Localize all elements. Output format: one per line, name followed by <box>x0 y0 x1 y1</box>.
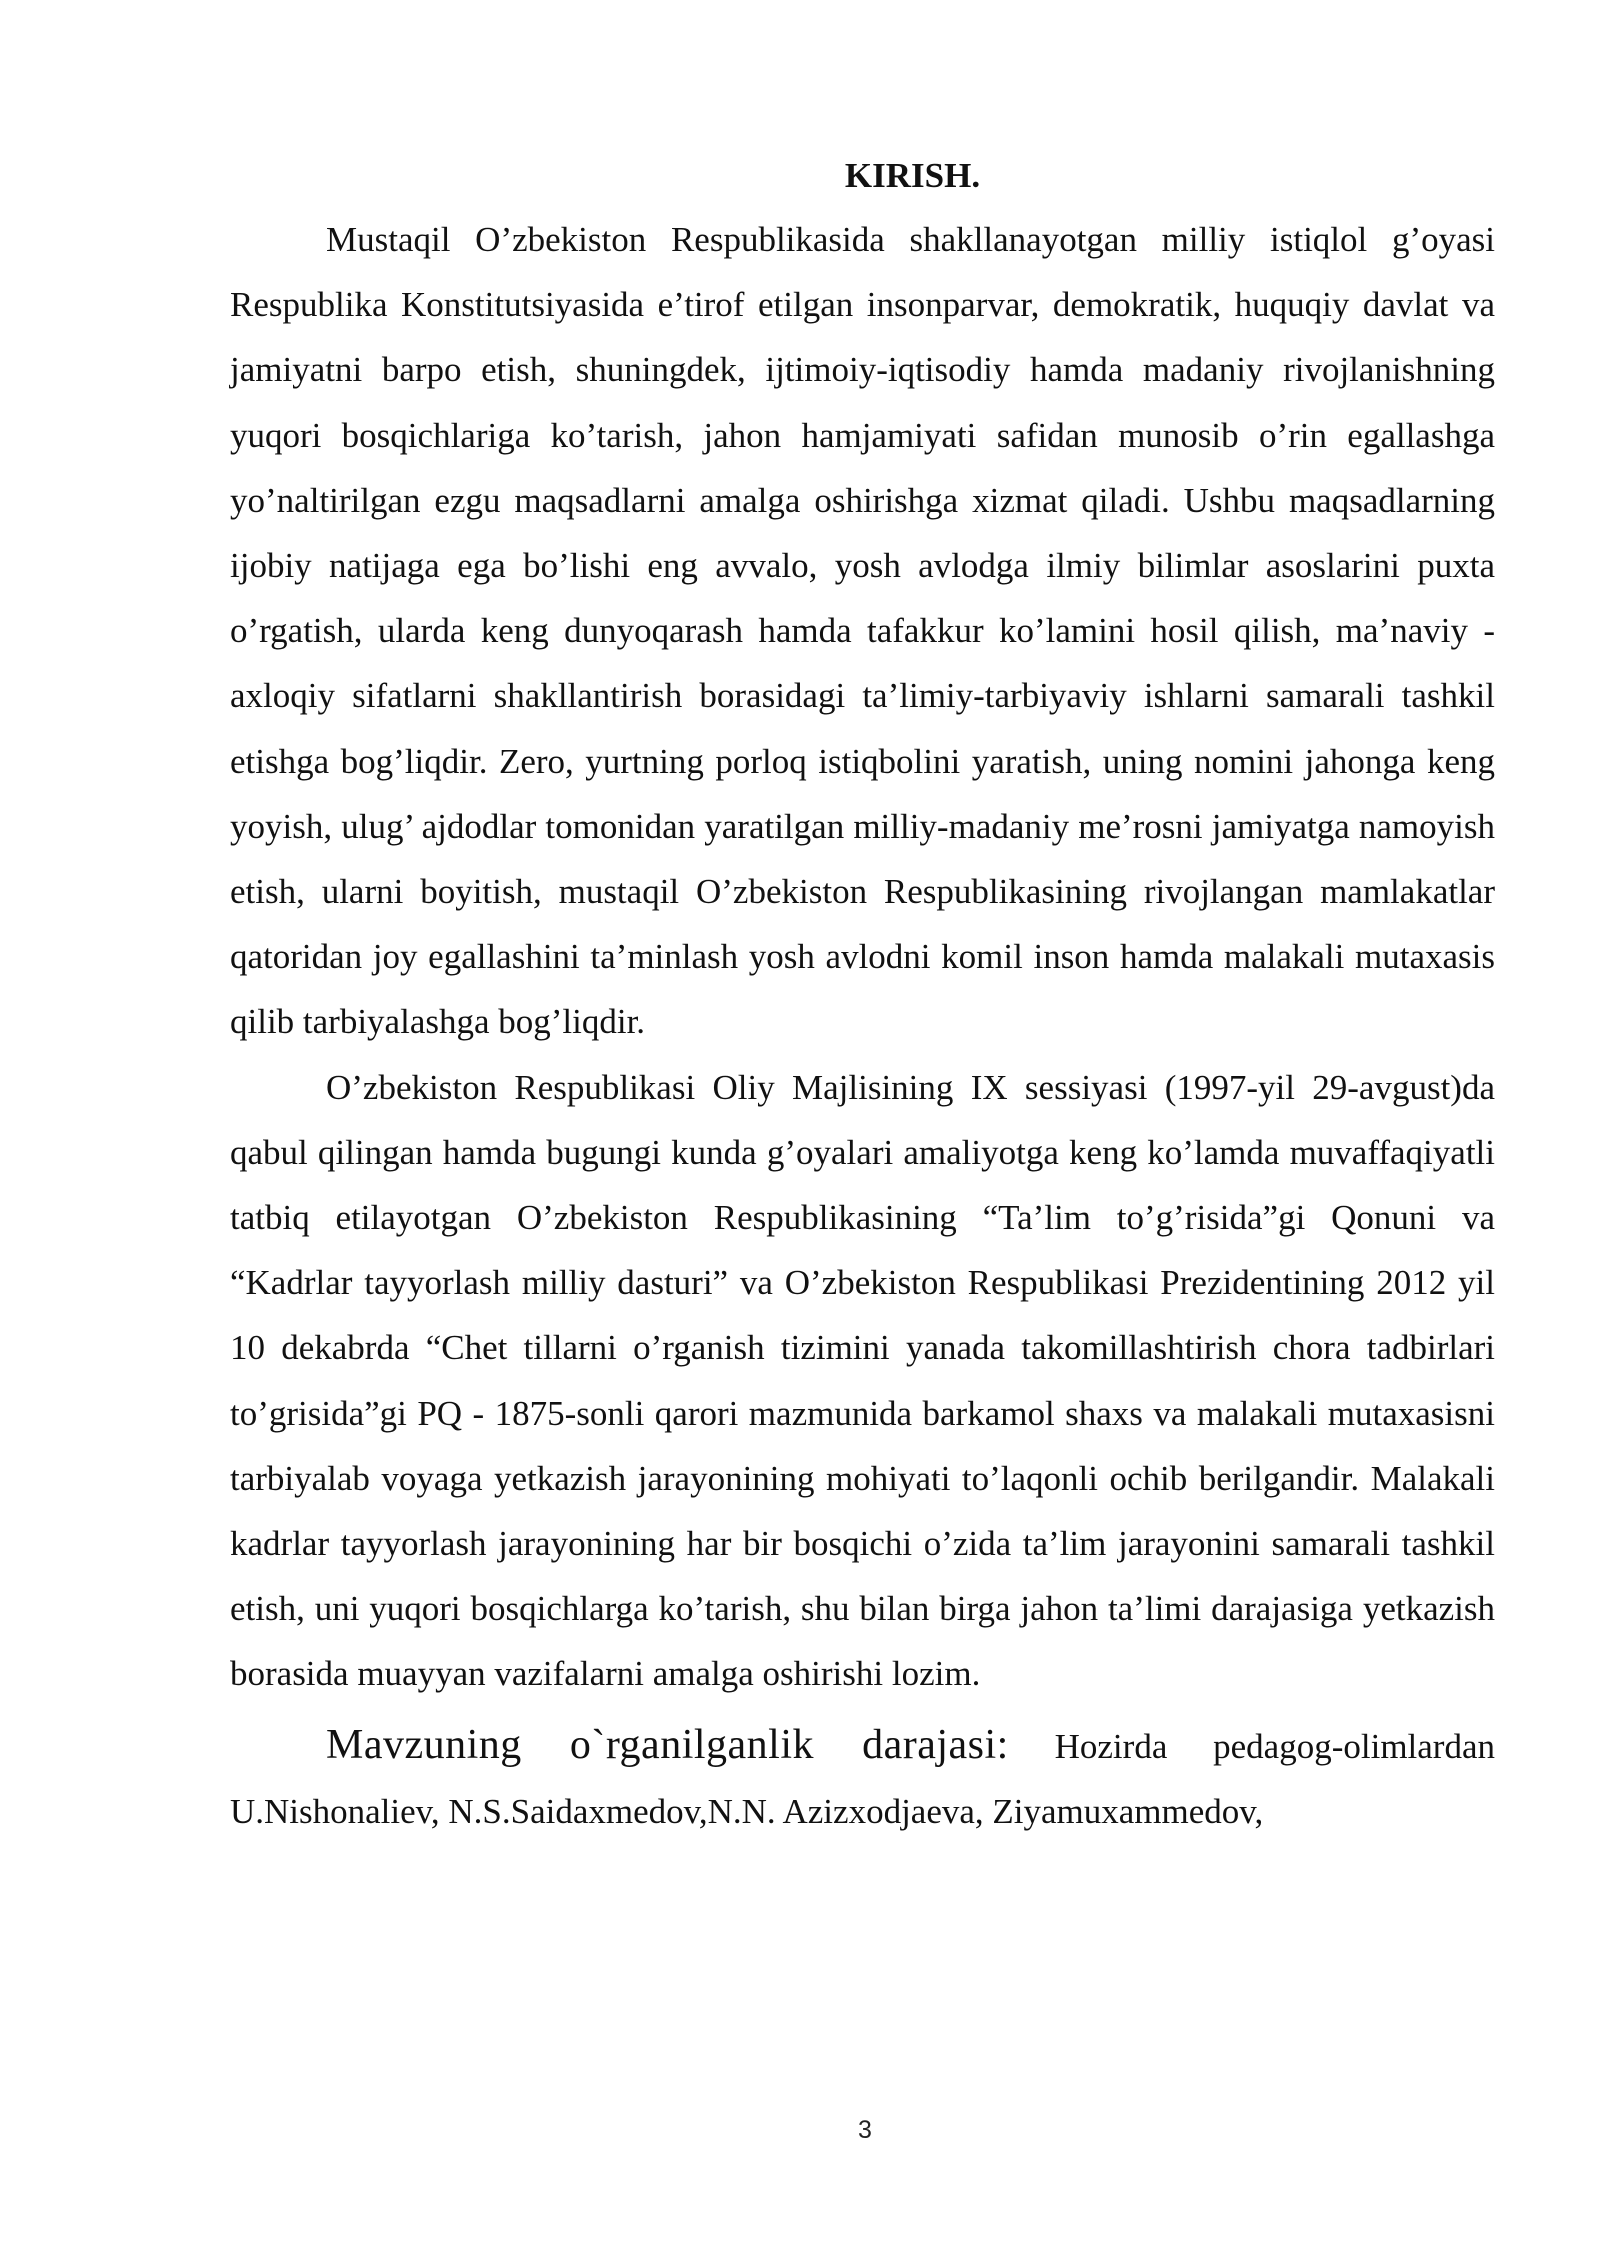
section-subheading: Mavzuning o`rganilganlik darajasi: <box>326 1721 1009 1768</box>
section-text: Hozirda pedagog-olimlardan U.Nishonaliev, N.S.Saidaxmedov,N.N. Azizxodjaeva, Ziyamuxammedov, <box>230 1726 1495 1831</box>
paragraph-intro: Mustaqil O’zbekiston Respublikasida shakllanayotgan milliy istiqlol g’oyasi Respublika Konstitutsiyasida e’tirof etilgan insonparvar, demokratik, huquqiy davlat va jamiyatni barpo etish, shuningdek, ijtimoiy-iqtisodiy hamda madaniy rivojlanishning yuqori bosqichlariga ko’tarish, jahon hamjamiyati safidan munosib o’rin egallashga yo’naltirilgan ezgu maqsadlarni amalga oshirishga xizmat qiladi. Ushbu maqsadlarning ijobiy natijaga ega bo’lishi eng avvalo, yosh avlodga ilmiy bilimlar asoslarini puxta o’rgatish, ularda keng dunyoqarash hamda tafakkur ko’lamini hosil qilish, ma’naviy - axloqiy sifatlarni shakllantirish borasidagi ta’limiy-tarbiyaviy ishlarni samarali tashkil etishga bog’liqdir. Zero, yurtning porloq istiqbolini yaratish, uning nomini jahonga keng yoyish, ulug’ ajdodlar tomonidan yaratilgan milliy-madaniy me’rosni jamiyatga namoyish etish, ularni boyitish, mustaqil O’zbekiston Respublikasining rivojlangan mamlakatlar qatoridan joy egallashini ta’minlash yosh avlodni komil inson hamda malakali mutaxasis qilib tarbiyalashga bog’liqdir. <box>230 220 1495 1042</box>
paragraph-legislation: O’zbekiston Respublikasi Oliy Majlisining IX sessiyasi (1997-yil 29-avgust)da qabul qilingan hamda bugungi kunda g’oyalari amaliyotga keng ko’lamda muvaffaqiyatli tatbiq etilayotgan O’zbekiston Respublikasining “Ta’lim to’g’risida”gi Qonuni va “Kadrlar tayyorlash milliy dasturi” va O’zbekiston Respublikasi Prezidentining 2012 yil 10 dekabrda “Chet tillarni o’rganish tizimini yanada takomillashtirish chora tadbirlari to’grisida”gi PQ - 1875-sonli qarori mazmunida barkamol shaxs va malakali mutaxasisni tarbiyalab voyaga yetkazish jarayonining mohiyati to’laqonli ochib berilgandir. Malakali kadrlar tayyorlash jarayonining har bir bosqichi o’zida ta’lim jarayonini samarali tashkil etish, uni yuqori bosqichlarga ko’tarish, shu bilan birga jahon ta’limi darajasiga yetkazish borasida muayyan vazifalarni amalga oshirishi lozim. <box>230 1067 1495 1694</box>
page-content <box>230 150 1495 1844</box>
paragraph-topic-study-level <box>230 1713 1495 1844</box>
page-number: 3 <box>858 2116 872 2144</box>
page-title: KIRISH. <box>844 156 981 195</box>
